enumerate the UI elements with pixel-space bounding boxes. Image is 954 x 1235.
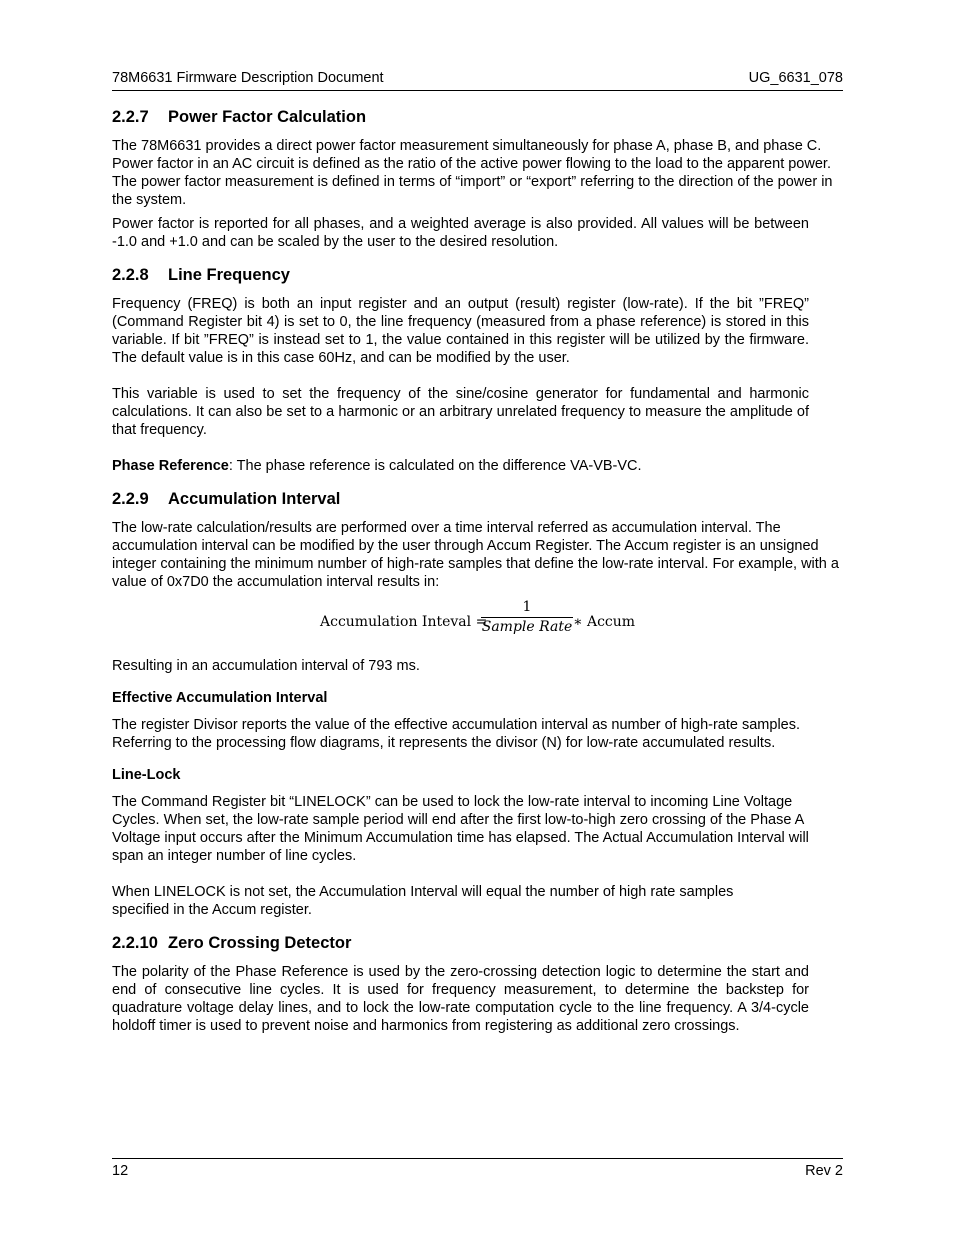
section-heading [112,107,843,127]
section-line-frequency [112,265,843,475]
phase-reference-text: : The phase reference is calculated on the difference VA-VB-VC. [228,458,642,474]
formula-lhs: Accumulation Inteval = [320,614,488,630]
section-accumulation-interval [112,489,843,919]
formula-rhs: ∗ Accum [573,614,636,630]
subsection-heading: Effective Accumulation Interval [112,690,328,706]
accumulation-formula [112,599,843,645]
paragraph: Power factor is reported for all phases, and a weighted average is also provided. All values will be between -1.0 and +1.0 and can be scaled by the user to the desired resolution. [112,216,809,250]
section-number: 2.2.9 [112,490,149,508]
page-footer [112,1158,843,1183]
paragraph: The 78M6631 provides a direct power factor measurement simultaneously for phase A, phase B, and phase C. Power factor in an AC circuit is defined as the ratio of the active power flowing to the load to the apparent power. The power factor measurement is defined in terms of “import” or “export” referring to the direction of the power in the system. [112,138,833,208]
paragraph: The register Divisor reports the value of the effective accumulation interval as number of high-rate samples. Referring to the processing flow diagrams, it represents the divisor (N) for low-rate accumulated results. [112,717,801,751]
section-number: 2.2.8 [112,266,149,284]
paragraph-phase-reference [112,457,843,475]
paragraph: When LINELOCK is not set, the Accumulation Interval will equal the number of high rate samples specified in the Accum register. [112,884,734,918]
phase-reference-label: Phase Reference [112,458,229,474]
page-number: 12 [112,1163,129,1179]
formula-numerator: 1 [481,599,573,618]
formula-denominator: Sample Rate [481,619,573,635]
section-power-factor [112,107,843,251]
section-title: Power Factor Calculation [168,108,367,126]
section-title: Accumulation Interval [168,490,341,508]
section-number: 2.2.7 [112,108,149,126]
section-title: Zero Crossing Detector [168,934,352,952]
section-heading [112,265,843,285]
header-doc-id: UG_6631_078 [748,70,843,86]
paragraph: Resulting in an accumulation interval of 793 ms. [112,658,420,674]
header-doc-title: 78M6631 Firmware Description Document [112,70,384,86]
revision-label: Rev 2 [805,1163,843,1179]
section-number: 2.2.10 [112,934,158,952]
paragraph: The low-rate calculation/results are performed over a time interval referred as accumulation interval. The accumulation interval can be modified by the user through Accum Register. The Accum register is an unsigned integer containing the minimum number of high-rate samples that define the low-rate interval. For example, with a value of 0x7D0 the accumulation interval results in: [112,520,839,590]
paragraph: The Command Register bit “LINELOCK” can be used to lock the low-rate interval to incoming Line Voltage Cycles. When set, the low-rate sample period will end after the first low-to-high zero crossing of the Phase A Voltage input occurs after the Minimum Accumulation time has elapsed. The Actual Accumulation Interval will span an integer number of line cycles. [112,794,809,864]
section-title: Line Frequency [168,266,290,284]
section-heading [112,489,843,509]
document-page [112,0,843,1235]
paragraph: This variable is used to set the frequency of the sine/cosine generator for fundamental and harmonic calculations. It can also be set to a harmonic or an arbitrary unrelated frequency to measure the amplitude of that frequency. [112,386,809,438]
formula-fraction [481,599,573,635]
page-header [112,70,843,91]
section-heading [112,933,843,953]
page-body [112,107,843,1041]
paragraph: Frequency (FREQ) is both an input register and an output (result) register (low-rate). If the bit ”FREQ” (Command Register bit 4) is set to 0, the line frequency (measured from a phase reference) is stored in this variable. If bit ”FREQ” is instead set to 1, the value contained in this register will be utilized by the firmware. The default value is in this case 60Hz, and can be modified by the user. [112,296,809,366]
subsection-heading: Line-Lock [112,767,181,783]
paragraph: The polarity of the Phase Reference is used by the zero-crossing detection logic to determine the start and end of consecutive line cycles. It is used for frequency measurement, to determine the backstep for quadrature voltage delay lines, and to lock the low-rate computation cycle to the line frequency. A 3/4-cycle holdoff timer is used to prevent noise and harmonics from registering as additional zero crossings. [112,964,809,1034]
section-zero-crossing [112,933,843,1035]
